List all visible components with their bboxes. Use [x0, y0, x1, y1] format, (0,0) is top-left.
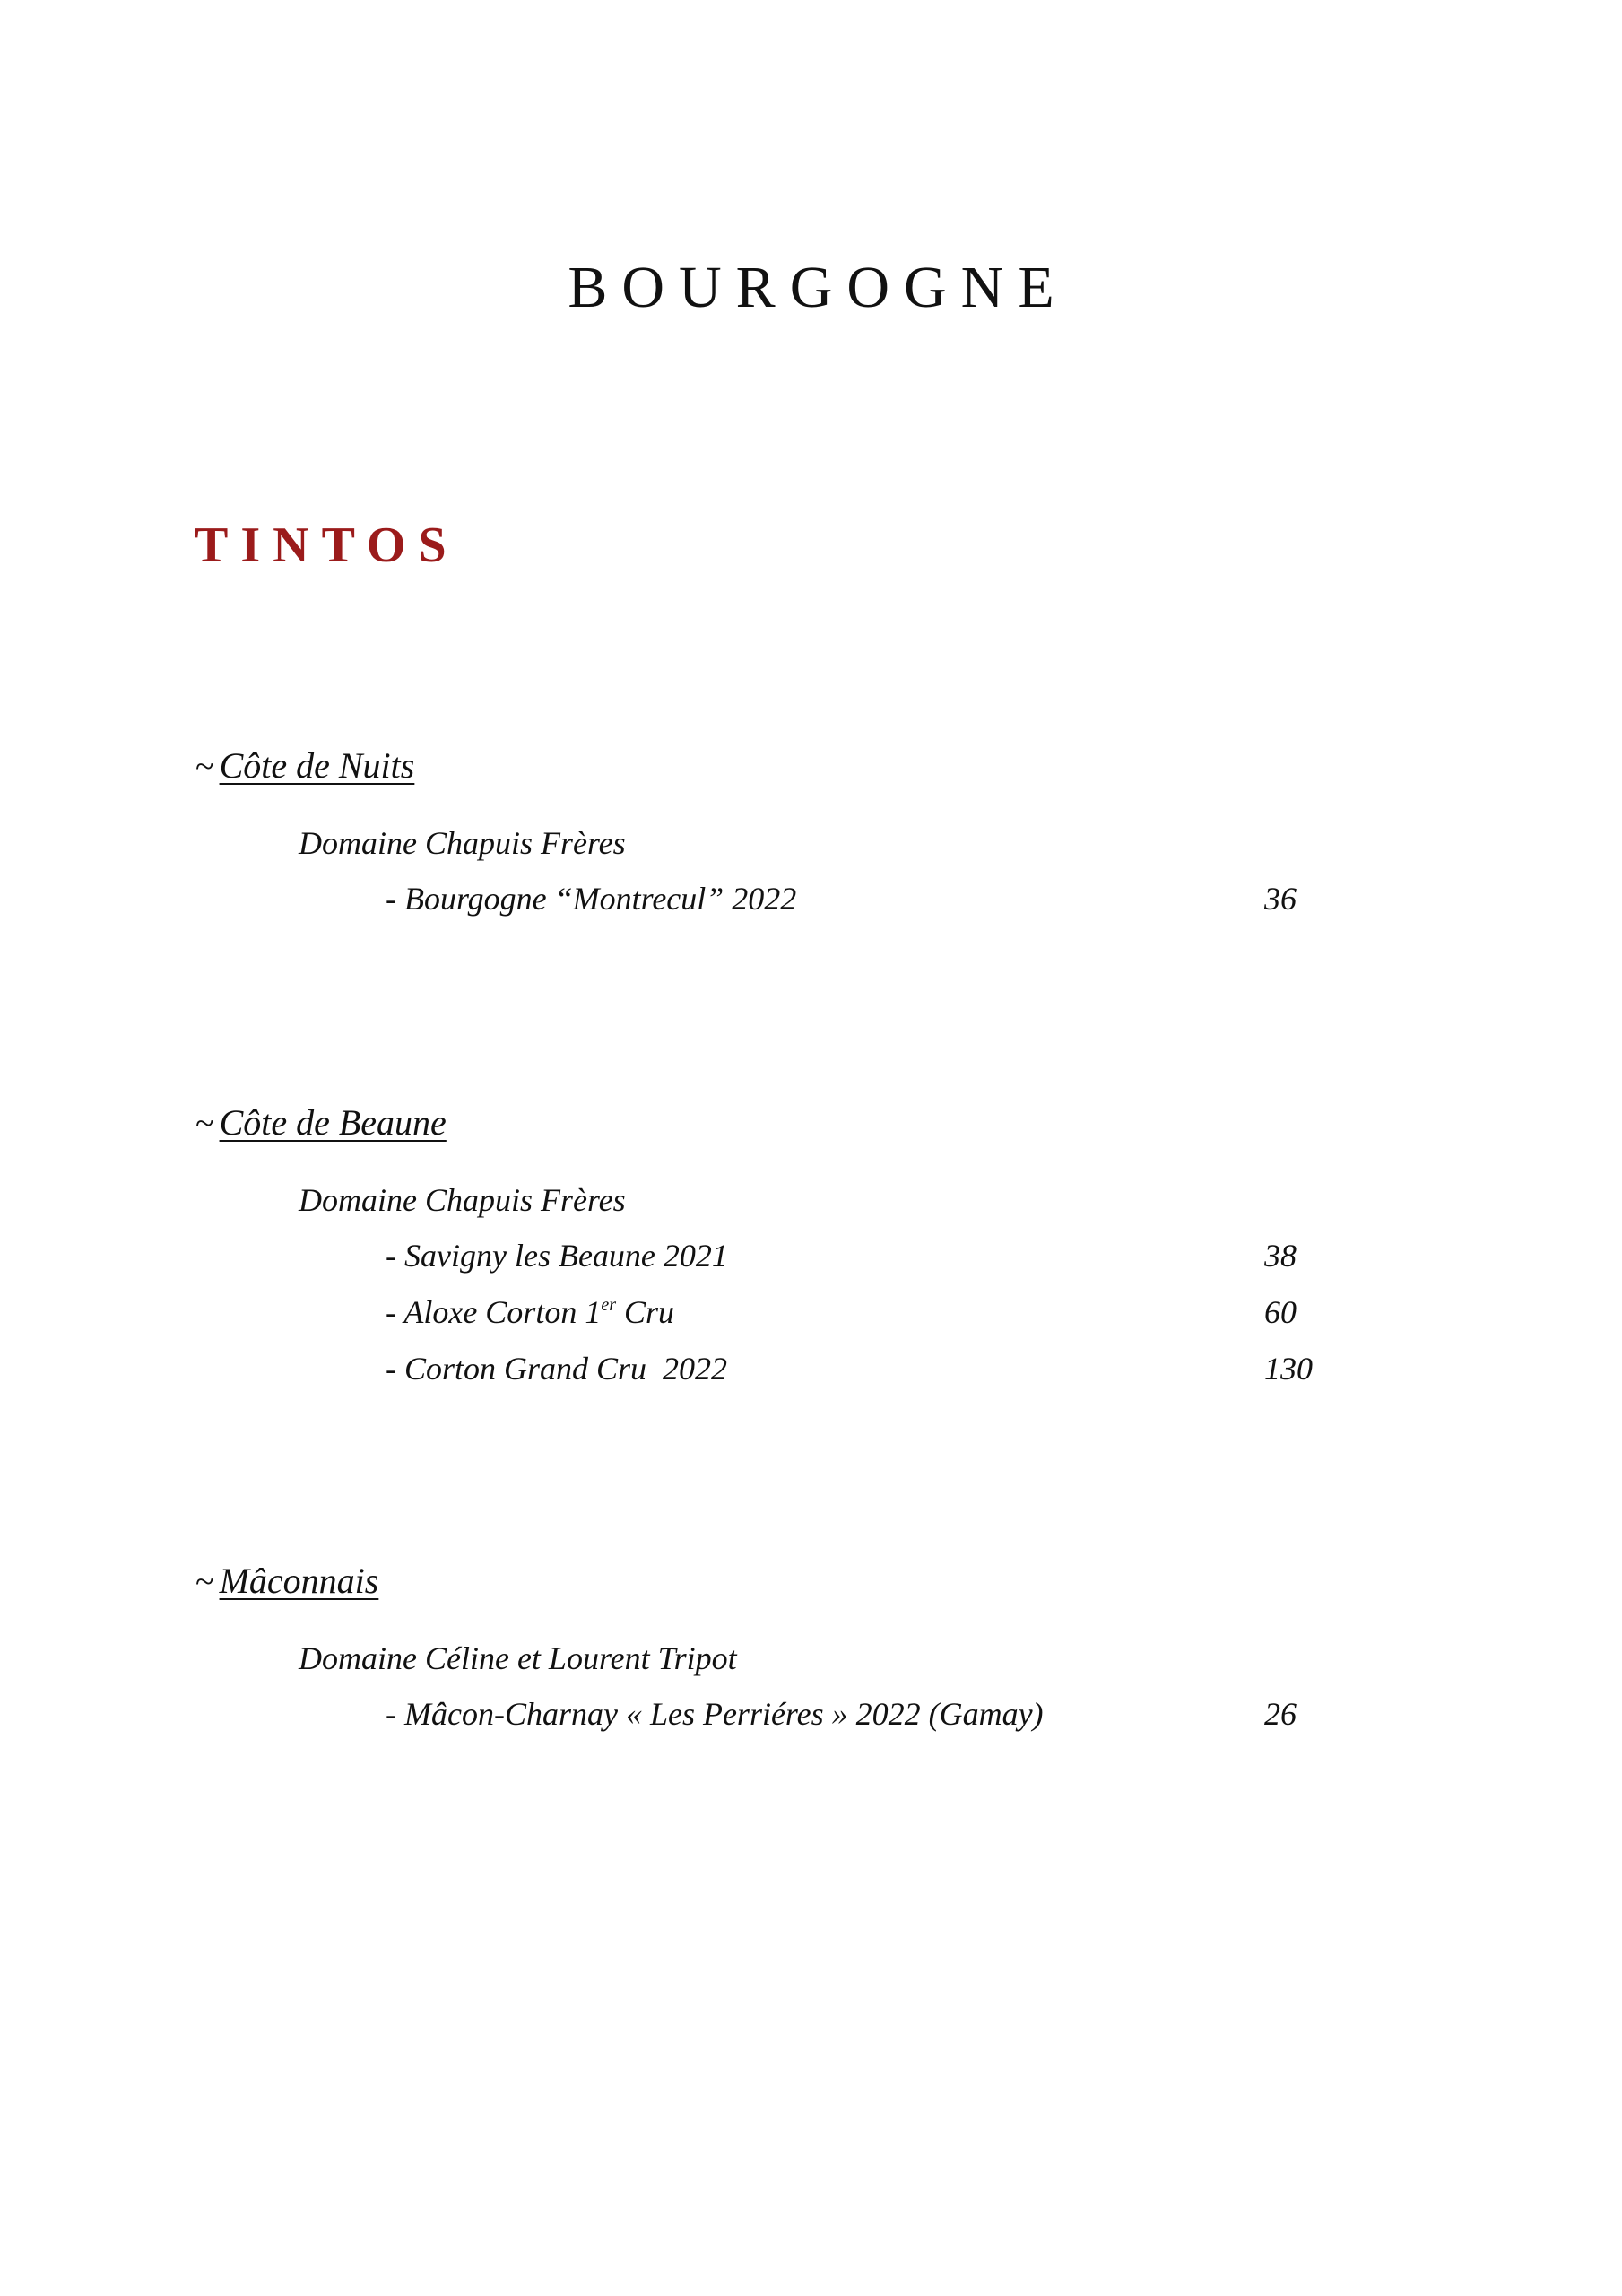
wine-price: 130	[1264, 1351, 1313, 1387]
wine-name: - Bourgogne “Montrecul” 2022	[386, 881, 797, 917]
superscript-er: er	[601, 1295, 616, 1315]
tilde-marker: ~	[195, 1105, 214, 1143]
region-maconnais	[195, 1561, 1361, 1732]
wine-price: 36	[1264, 881, 1297, 917]
wine-name: - Aloxe Corton 1er Cru	[386, 1294, 675, 1330]
tilde-marker: ~	[195, 1563, 214, 1601]
region-name: Mâconnais	[219, 1561, 379, 1601]
wine-price: 26	[1264, 1696, 1297, 1732]
wine-price: 60	[1264, 1294, 1297, 1330]
page-title: BOURGOGNE	[568, 255, 1069, 320]
region-name: Côte de Nuits	[219, 745, 415, 786]
region-heading	[195, 745, 1361, 791]
wine-name: - Savigny les Beaune 2021	[386, 1238, 728, 1274]
tilde-marker: ~	[195, 748, 214, 786]
wine-name: - Mâcon-Charnay « Les Perriéres » 2022 (Gamay)	[386, 1696, 1044, 1732]
wine-name: - Corton Grand Cru 2022	[386, 1351, 728, 1387]
wine-price: 38	[1264, 1238, 1297, 1274]
region-cote-de-beaune	[195, 1102, 1361, 1387]
producer-name: Domaine Céline et Lourent Tripot	[299, 1640, 737, 1676]
region-name: Côte de Beaune	[219, 1102, 447, 1143]
region-cote-de-nuits	[195, 745, 1361, 917]
region-heading	[195, 1102, 1361, 1148]
region-heading	[195, 1563, 1361, 1606]
producer-name: Domaine Chapuis Frères	[299, 1182, 626, 1218]
section-title: TINTOS	[195, 517, 459, 573]
producer-name: Domaine Chapuis Frères	[299, 825, 626, 861]
